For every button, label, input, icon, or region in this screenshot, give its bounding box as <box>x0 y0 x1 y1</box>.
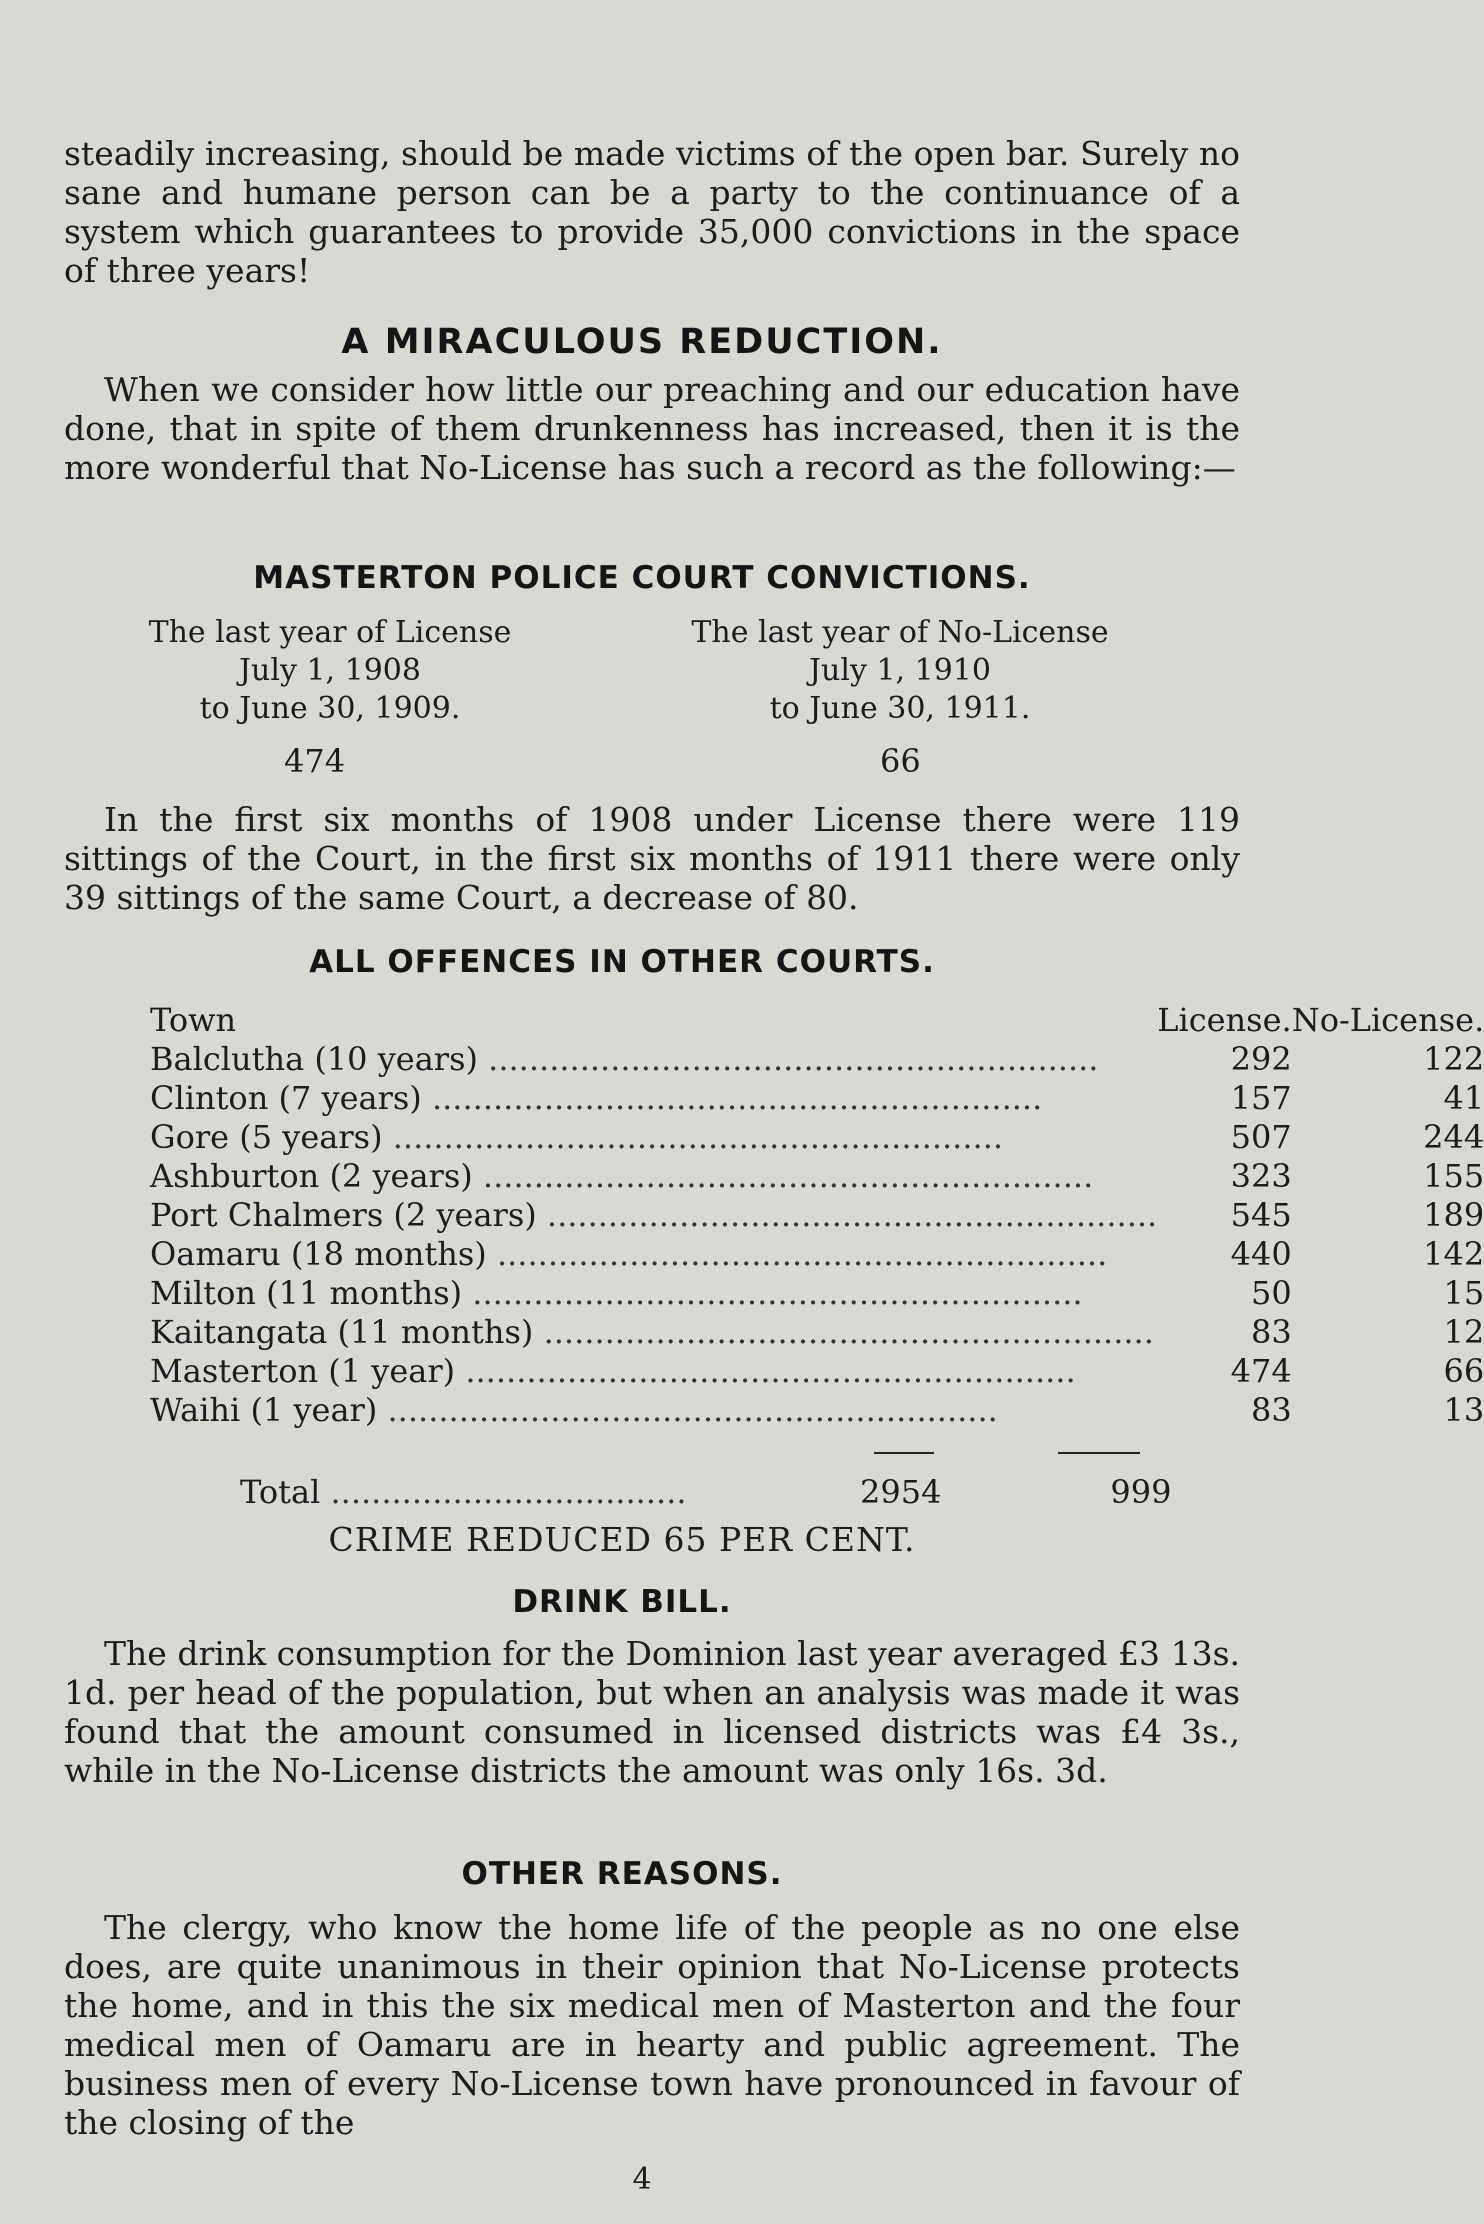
license-conviction-count: 474 <box>284 742 346 780</box>
town-name: Port Chalmers (2 years) <box>150 1195 537 1234</box>
license-count: 292 <box>1230 1039 1292 1078</box>
nolicense-total-rule <box>1058 1452 1140 1454</box>
offences-table <box>150 1000 1484 1429</box>
offences-row <box>150 1039 1484 1078</box>
reduction-paragraph <box>64 370 1240 487</box>
heading-all-offences: ALL OFFENCES IN OTHER COURTS. <box>309 944 935 980</box>
offences-total-row <box>150 1472 1171 1511</box>
license-count: 545 <box>1230 1195 1292 1234</box>
nolicense-count: 142 <box>1423 1234 1484 1273</box>
town-name: Milton (11 months) <box>150 1273 463 1312</box>
nolicense-count: 15 <box>1443 1273 1484 1312</box>
nolicense-column-header: No-License. <box>1291 1000 1484 1039</box>
intro-text: steadily increasing, should be made victims of the open bar. Surely no sane and humane person can be a party to the continuance of a system which guarantees to provide 35,000 convictions in the space of three years! <box>64 134 1240 290</box>
license-count: 157 <box>1230 1078 1292 1117</box>
reduction-text: When we consider how little our preaching and our education have done, that in spite of them drunkenness has increased, then it is the more wonderful that No-License has such a record as the following:— <box>64 370 1240 487</box>
nolicense-period-start: July 1, 1910 <box>809 653 991 688</box>
town-name: Kaitangata (11 months) <box>150 1312 534 1351</box>
license-count: 50 <box>1250 1273 1292 1312</box>
town-cell: Port Chalmers (2 years) ............................................................ <box>150 1195 1158 1234</box>
license-count: 83 <box>1250 1312 1292 1351</box>
offences-row <box>150 1234 1484 1273</box>
total-license: 2954 <box>860 1472 942 1511</box>
crime-reduced-line: CRIME REDUCED 65 PER CENT. <box>328 1520 916 1559</box>
town-cell: Balclutha (10 years) ............................................................ <box>150 1039 1099 1078</box>
license-count: 83 <box>1250 1390 1292 1429</box>
license-total-rule <box>874 1452 934 1454</box>
drink-bill-text: The drink consumption for the Dominion last year averaged £3 13s. 1d. per head of the population, but when an analysis was made it was found that the amount consumed in licensed districts was £4 3s., while in the No-License districts the amount was only 16s. 3d. <box>64 1634 1240 1790</box>
drink-bill-paragraph <box>64 1634 1240 1790</box>
offences-row <box>150 1117 1484 1156</box>
total-nolicense: 999 <box>1110 1472 1172 1511</box>
nolicense-period-block <box>670 614 1130 728</box>
sittings-paragraph <box>64 800 1240 917</box>
nolicense-count: 189 <box>1423 1195 1484 1234</box>
offences-row <box>150 1195 1484 1234</box>
license-period-block <box>120 614 540 728</box>
nolicense-count: 155 <box>1423 1156 1484 1195</box>
offences-header-row <box>150 1000 1484 1039</box>
town-name: Balclutha (10 years) <box>150 1039 478 1078</box>
offences-total-table <box>150 1472 1171 1511</box>
town-cell: Waihi (1 year) ............................................................ <box>150 1390 998 1429</box>
town-name: Oamaru (18 months) <box>150 1234 487 1273</box>
nolicense-conviction-count: 66 <box>880 742 921 780</box>
heading-other-reasons: OTHER REASONS. <box>461 1856 783 1892</box>
nolicense-period-label: The last year of No-License <box>691 615 1109 650</box>
intro-paragraph <box>64 134 1240 290</box>
nolicense-count: 66 <box>1443 1351 1484 1390</box>
license-count: 440 <box>1230 1234 1292 1273</box>
town-cell: Milton (11 months) ............................................................ <box>150 1273 1083 1312</box>
heading-masterton-convictions: MASTERTON POLICE COURT CONVICTIONS. <box>253 560 1031 596</box>
total-label: Total <box>240 1472 321 1511</box>
nolicense-count: 12 <box>1443 1312 1484 1351</box>
license-column-header: License. <box>1157 1000 1292 1039</box>
offences-row <box>150 1390 1484 1429</box>
town-cell: Masterton (1 year) ............................................................ <box>150 1351 1076 1390</box>
total-label-cell: Total ................................... <box>240 1472 687 1511</box>
license-count: 323 <box>1230 1156 1292 1195</box>
offences-row <box>150 1351 1484 1390</box>
town-name: Masterton (1 year) <box>150 1351 456 1390</box>
town-cell: Clinton (7 years) ............................................................ <box>150 1078 1043 1117</box>
town-cell: Gore (5 years) ............................................................ <box>150 1117 1004 1156</box>
page-number: 4 <box>632 2162 652 2197</box>
nolicense-count: 41 <box>1443 1078 1484 1117</box>
license-count: 507 <box>1230 1117 1292 1156</box>
offences-row <box>150 1156 1484 1195</box>
town-name: Ashburton (2 years) <box>150 1156 473 1195</box>
heading-miraculous-reduction: A MIRACULOUS REDUCTION. <box>341 322 943 362</box>
offences-row <box>150 1078 1484 1117</box>
town-name: Clinton (7 years) <box>150 1078 422 1117</box>
nolicense-count: 122 <box>1423 1039 1484 1078</box>
town-cell: Oamaru (18 months) ............................................................ <box>150 1234 1108 1273</box>
nolicense-count: 244 <box>1423 1117 1484 1156</box>
license-period-end: to June 30, 1909. <box>199 691 461 726</box>
heading-drink-bill: DRINK BILL. <box>512 1584 732 1620</box>
sittings-text: In the first six months of 1908 under License there were 119 sittings of the Court, in the first six months of 1911 there were only 39 sittings of the same Court, a decrease of 80. <box>64 800 1240 917</box>
license-period-label: The last year of License <box>148 615 512 650</box>
other-reasons-text: The clergy, who know the home life of the people as no one else does, are quite unanimous in their opinion that No-License protects the home, and in this the six medical men of Masterton and the four medical men of Oamaru are in hearty and public agreement. The business men of every No-License town have pronounced in favour of the closing of the <box>64 1908 1240 2142</box>
town-name: Waihi (1 year) <box>150 1390 378 1429</box>
town-name: Gore (5 years) <box>150 1117 383 1156</box>
license-count: 474 <box>1230 1351 1292 1390</box>
other-reasons-paragraph <box>64 1908 1240 2142</box>
town-cell: Kaitangata (11 months) ............................................................ <box>150 1312 1154 1351</box>
offences-row <box>150 1312 1484 1351</box>
offences-row <box>150 1273 1484 1312</box>
nolicense-period-end: to June 30, 1911. <box>769 691 1031 726</box>
license-period-start: July 1, 1908 <box>239 653 421 688</box>
town-cell: Ashburton (2 years) ............................................................ <box>150 1156 1094 1195</box>
nolicense-count: 13 <box>1443 1390 1484 1429</box>
town-column-header: Town <box>150 1000 237 1039</box>
